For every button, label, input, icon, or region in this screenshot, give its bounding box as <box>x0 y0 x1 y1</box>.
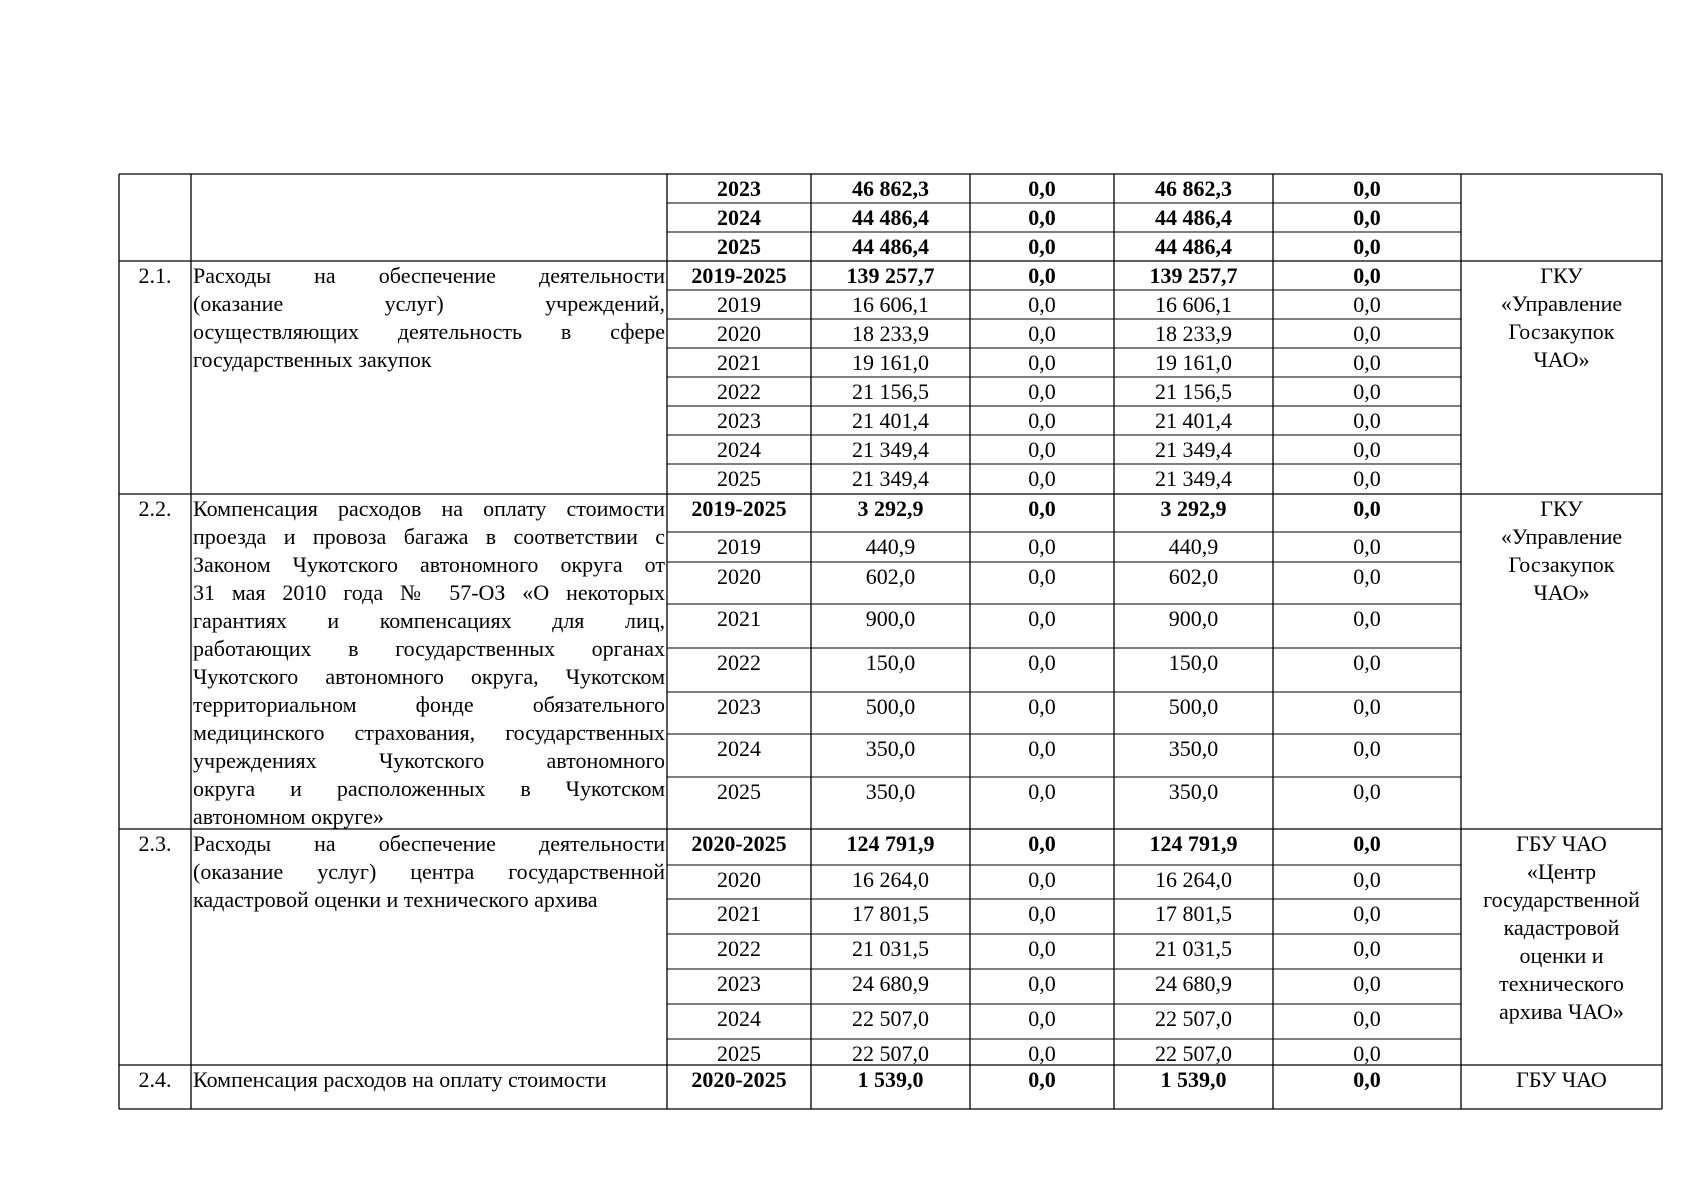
cell-reg: 350,0 <box>1168 779 1219 804</box>
cell-year: 2021 <box>717 606 761 631</box>
item-description-line: государственных закупок <box>193 347 432 372</box>
cell-total: 21 349,4 <box>852 437 929 462</box>
organization-line: ГКУ <box>1540 496 1583 521</box>
cell-other: 0,0 <box>1353 901 1381 926</box>
item-number: 2.1. <box>138 263 172 288</box>
cell-year: 2025 <box>717 1041 761 1066</box>
item-description-line: Законом Чукотского автономного округа от <box>193 552 665 577</box>
cell-fed: 0,0 <box>1028 936 1056 961</box>
cell-reg: 24 680,9 <box>1155 971 1232 996</box>
cell-year: 2020 <box>717 321 761 346</box>
cell-year: 2024 <box>717 736 761 761</box>
cell-other: 0,0 <box>1353 292 1381 317</box>
item-description-line: 31 мая 2010 года № 57-ОЗ «О некоторых <box>193 580 665 605</box>
responsible-organization <box>1461 495 1662 607</box>
item-description-line: территориальном фонде обязательного <box>193 692 665 717</box>
cell-total: 1 539,0 <box>857 1067 924 1092</box>
cell-fed: 0,0 <box>1028 971 1056 996</box>
cell-other: 0,0 <box>1353 234 1381 259</box>
cell-fed: 0,0 <box>1028 176 1056 201</box>
item-description-line: (оказание услуг) учреждений, <box>193 291 665 316</box>
cell-fed: 0,0 <box>1028 263 1056 288</box>
cell-reg: 44 486,4 <box>1155 234 1232 259</box>
cell-reg: 21 031,5 <box>1155 936 1232 961</box>
responsible-organization <box>1461 830 1662 1026</box>
cell-other: 0,0 <box>1353 1067 1381 1092</box>
item-description-line: (оказание услуг) центра государственной <box>193 859 665 884</box>
cell-reg: 21 156,5 <box>1155 379 1232 404</box>
cell-year: 2020-2025 <box>691 1067 787 1092</box>
cell-fed: 0,0 <box>1028 1067 1056 1092</box>
item-description-line: кадастровой оценки и технического архива <box>193 887 598 912</box>
cell-other: 0,0 <box>1353 831 1381 856</box>
cell-year: 2022 <box>717 379 761 404</box>
cell-year: 2025 <box>717 466 761 491</box>
cell-year: 2019 <box>717 292 761 317</box>
cell-total: 46 862,3 <box>852 176 929 201</box>
item-number: 2.4. <box>138 1067 172 1092</box>
cell-other: 0,0 <box>1353 534 1381 559</box>
item-description-line: Компенсация расходов на оплату стоимости <box>193 496 665 521</box>
organization-line: ГКУ <box>1540 263 1583 288</box>
cell-year: 2021 <box>717 350 761 375</box>
cell-other: 0,0 <box>1353 736 1381 761</box>
cell-other: 0,0 <box>1353 437 1381 462</box>
cell-other: 0,0 <box>1353 1041 1381 1066</box>
cell-total: 16 264,0 <box>852 867 929 892</box>
cell-reg: 1 539,0 <box>1160 1067 1227 1092</box>
cell-year: 2023 <box>717 694 761 719</box>
item-description-line: Чукотского автономного округа, Чукотском <box>193 664 665 689</box>
cell-reg: 21 349,4 <box>1155 466 1232 491</box>
responsible-organization <box>1461 262 1662 374</box>
cell-other: 0,0 <box>1353 466 1381 491</box>
organization-line: ГБУ ЧАО <box>1516 831 1607 856</box>
cell-total: 21 031,5 <box>852 936 929 961</box>
cell-fed: 0,0 <box>1028 867 1056 892</box>
cell-other: 0,0 <box>1353 205 1381 230</box>
organization-line: Госзакупок <box>1508 552 1615 577</box>
cell-other: 0,0 <box>1353 1006 1381 1031</box>
cell-year: 2019 <box>717 534 761 559</box>
cell-reg: 21 349,4 <box>1155 437 1232 462</box>
cell-reg: 19 161,0 <box>1155 350 1232 375</box>
cell-total: 16 606,1 <box>852 292 929 317</box>
cell-fed: 0,0 <box>1028 379 1056 404</box>
cell-year: 2019-2025 <box>691 263 787 288</box>
cell-other: 0,0 <box>1353 971 1381 996</box>
cell-total: 24 680,9 <box>852 971 929 996</box>
cell-fed: 0,0 <box>1028 779 1056 804</box>
cell-total: 19 161,0 <box>852 350 929 375</box>
cell-year: 2022 <box>717 936 761 961</box>
cell-total: 500,0 <box>865 694 916 719</box>
cell-fed: 0,0 <box>1028 736 1056 761</box>
cell-fed: 0,0 <box>1028 496 1056 521</box>
cell-total: 21 156,5 <box>852 379 929 404</box>
cell-reg: 16 264,0 <box>1155 867 1232 892</box>
cell-total: 21 401,4 <box>852 408 929 433</box>
cell-fed: 0,0 <box>1028 1041 1056 1066</box>
cell-fed: 0,0 <box>1028 437 1056 462</box>
responsible-organization <box>1461 1066 1662 1094</box>
cell-year: 2020 <box>717 867 761 892</box>
cell-fed: 0,0 <box>1028 694 1056 719</box>
organization-line: кадастровой <box>1503 915 1620 940</box>
cell-total: 44 486,4 <box>852 205 929 230</box>
cell-reg: 22 507,0 <box>1155 1041 1232 1066</box>
organization-line: «Управление <box>1500 291 1623 316</box>
cell-other: 0,0 <box>1353 321 1381 346</box>
cell-reg: 500,0 <box>1168 694 1219 719</box>
cell-total: 18 233,9 <box>852 321 929 346</box>
cell-reg: 21 401,4 <box>1155 408 1232 433</box>
cell-total: 350,0 <box>865 779 916 804</box>
cell-fed: 0,0 <box>1028 1006 1056 1031</box>
cell-year: 2021 <box>717 901 761 926</box>
cell-reg: 46 862,3 <box>1155 176 1232 201</box>
organization-line: ЧАО» <box>1533 580 1590 605</box>
cell-other: 0,0 <box>1353 496 1381 521</box>
cell-total: 150,0 <box>865 650 916 675</box>
cell-total: 602,0 <box>865 564 916 589</box>
cell-fed: 0,0 <box>1028 564 1056 589</box>
item-number: 2.2. <box>138 496 172 521</box>
cell-fed: 0,0 <box>1028 234 1056 259</box>
item-description-line: осуществляющих деятельность в сфере <box>193 319 665 344</box>
cell-year: 2020-2025 <box>691 831 787 856</box>
cell-reg: 150,0 <box>1168 650 1219 675</box>
cell-year: 2023 <box>717 971 761 996</box>
organization-line: ЧАО» <box>1533 347 1590 372</box>
cell-reg: 350,0 <box>1168 736 1219 761</box>
cell-year: 2024 <box>717 437 761 462</box>
cell-year: 2023 <box>717 408 761 433</box>
cell-reg: 440,9 <box>1168 534 1219 559</box>
cell-fed: 0,0 <box>1028 650 1056 675</box>
cell-total: 22 507,0 <box>852 1041 929 1066</box>
cell-other: 0,0 <box>1353 564 1381 589</box>
cell-other: 0,0 <box>1353 650 1381 675</box>
item-description-line: Компенсация расходов на оплату стоимости <box>193 1067 607 1092</box>
cell-reg: 602,0 <box>1168 564 1219 589</box>
cell-fed: 0,0 <box>1028 292 1056 317</box>
organization-line: Госзакупок <box>1508 319 1615 344</box>
cell-fed: 0,0 <box>1028 466 1056 491</box>
cell-reg: 22 507,0 <box>1155 1006 1232 1031</box>
cell-reg: 18 233,9 <box>1155 321 1232 346</box>
cell-other: 0,0 <box>1353 263 1381 288</box>
cell-total: 139 257,7 <box>846 263 935 288</box>
cell-total: 17 801,5 <box>852 901 929 926</box>
item-description-line: проезда и провоза багажа в соответствии с <box>193 524 665 549</box>
cell-reg: 139 257,7 <box>1149 263 1238 288</box>
cell-other: 0,0 <box>1353 176 1381 201</box>
cell-fed: 0,0 <box>1028 350 1056 375</box>
cell-fed: 0,0 <box>1028 606 1056 631</box>
cell-other: 0,0 <box>1353 779 1381 804</box>
cell-year: 2019-2025 <box>691 496 787 521</box>
cell-reg: 17 801,5 <box>1155 901 1232 926</box>
organization-line: архива ЧАО» <box>1499 999 1624 1024</box>
cell-other: 0,0 <box>1353 379 1381 404</box>
cell-fed: 0,0 <box>1028 321 1056 346</box>
item-description-line: Расходы на обеспечение деятельности <box>193 831 665 856</box>
cell-total: 440,9 <box>865 534 916 559</box>
cell-year: 2024 <box>717 1006 761 1031</box>
organization-line: оценки и <box>1519 943 1604 968</box>
cell-reg: 16 606,1 <box>1155 292 1232 317</box>
cell-fed: 0,0 <box>1028 408 1056 433</box>
item-description-line: округа и расположенных в Чукотском <box>193 776 665 801</box>
cell-other: 0,0 <box>1353 350 1381 375</box>
cell-reg: 3 292,9 <box>1160 496 1227 521</box>
cell-total: 21 349,4 <box>852 466 929 491</box>
cell-total: 44 486,4 <box>852 234 929 259</box>
cell-fed: 0,0 <box>1028 901 1056 926</box>
cell-year: 2023 <box>717 176 761 201</box>
cell-other: 0,0 <box>1353 936 1381 961</box>
cell-total: 900,0 <box>865 606 916 631</box>
cell-reg: 900,0 <box>1168 606 1219 631</box>
organization-line: «Центр <box>1526 859 1597 884</box>
item-description-line: автономном округе» <box>193 804 384 829</box>
organization-line: «Управление <box>1500 524 1623 549</box>
cell-fed: 0,0 <box>1028 205 1056 230</box>
cell-other: 0,0 <box>1353 408 1381 433</box>
cell-fed: 0,0 <box>1028 534 1056 559</box>
cell-other: 0,0 <box>1353 606 1381 631</box>
item-description-line: медицинского страхования, государственных <box>193 720 665 745</box>
cell-other: 0,0 <box>1353 867 1381 892</box>
cell-total: 22 507,0 <box>852 1006 929 1031</box>
cell-reg: 124 791,9 <box>1149 831 1238 856</box>
cell-year: 2025 <box>717 779 761 804</box>
item-description-line: учреждениях Чукотского автономного <box>193 748 665 773</box>
cell-year: 2022 <box>717 650 761 675</box>
cell-other: 0,0 <box>1353 694 1381 719</box>
organization-line: государственной <box>1483 887 1640 912</box>
organization-line: ГБУ ЧАО <box>1516 1067 1607 1092</box>
item-description-line: Расходы на обеспечение деятельности <box>193 263 665 288</box>
cell-year: 2024 <box>717 205 761 230</box>
cell-total: 124 791,9 <box>846 831 935 856</box>
cell-year: 2020 <box>717 564 761 589</box>
organization-line: технического <box>1499 971 1624 996</box>
cell-total: 350,0 <box>865 736 916 761</box>
cell-year: 2025 <box>717 234 761 259</box>
item-description-line: работающих в государственных органах <box>193 636 665 661</box>
item-number: 2.3. <box>138 831 172 856</box>
cell-total: 3 292,9 <box>857 496 924 521</box>
cell-reg: 44 486,4 <box>1155 205 1232 230</box>
item-description-line: гарантиях и компенсациях для лиц, <box>193 608 665 633</box>
cell-fed: 0,0 <box>1028 831 1056 856</box>
